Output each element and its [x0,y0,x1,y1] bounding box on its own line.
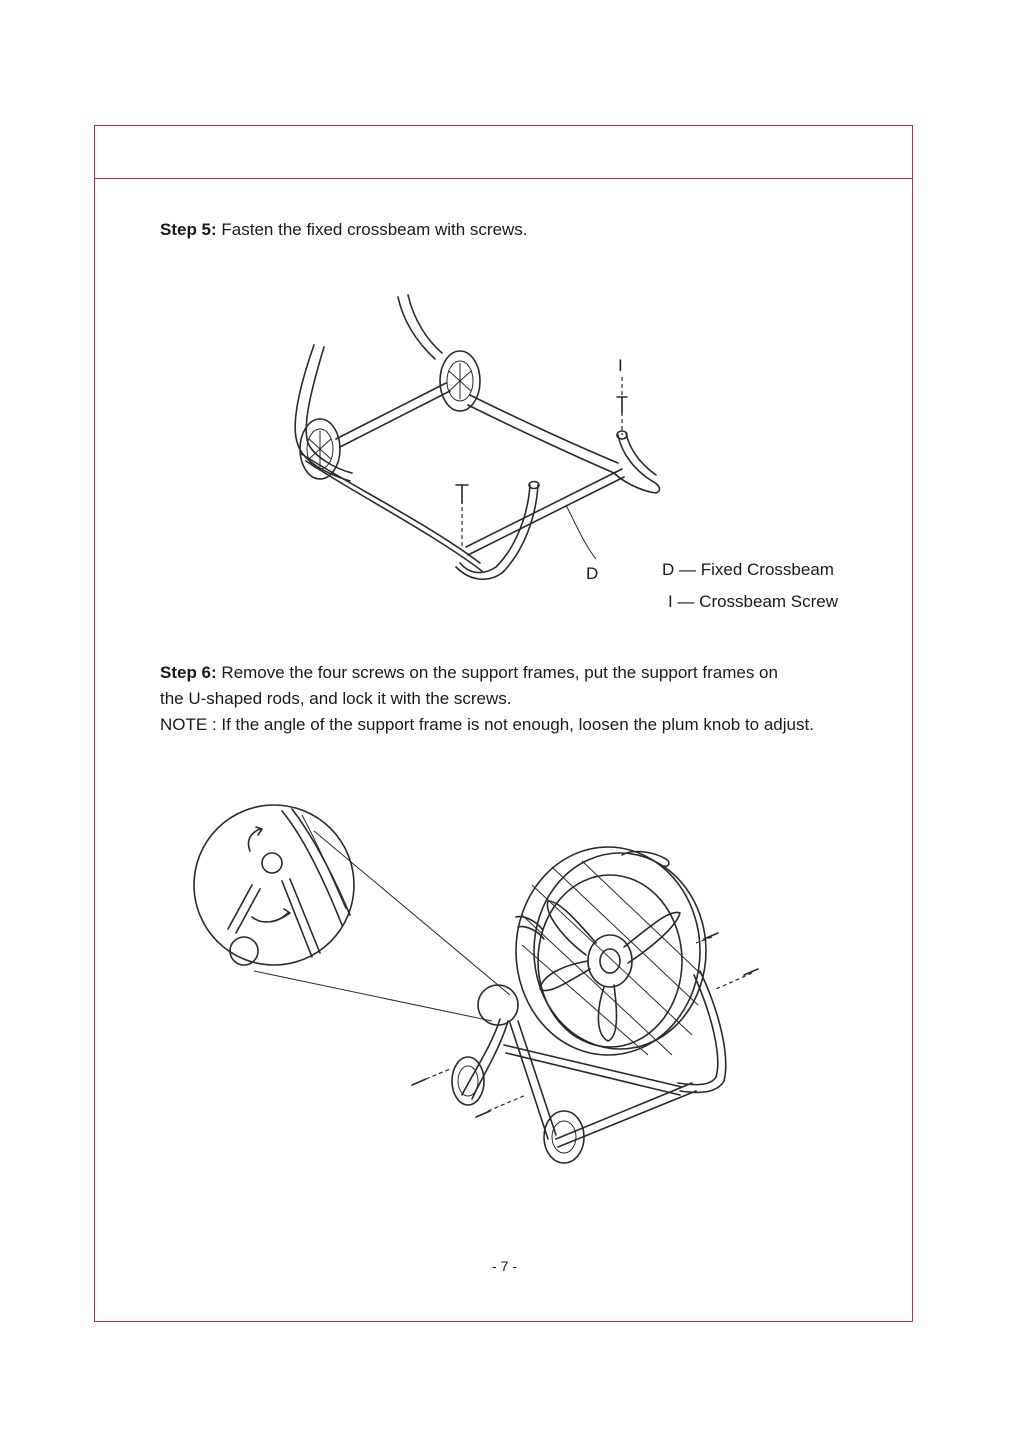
fan-stand [462,971,726,1147]
base-frame-diagram [270,285,690,585]
step5-label: Step 5: [160,220,217,239]
crossbeam-screw-right [617,397,627,413]
legend-crossbeam-screw: I — Crossbeam Screw [668,592,839,611]
callout-d: D [586,564,599,583]
detail-zoom-circle [194,805,354,965]
page-number: - 7 - [492,1258,517,1274]
step6-instruction [160,660,814,738]
step5-instruction [160,217,528,243]
screw-upper-right [704,933,718,939]
crossbeam-screw-left [456,485,468,503]
fan-assembly-diagram [192,805,772,1175]
fan-body [516,847,706,1055]
step5-text: Fasten the fixed crossbeam with screws. [216,220,528,239]
step6-note: NOTE : If the angle of the support frame is not enough, loosen the plum knob to adjust. [160,715,814,734]
callout-i: I [618,356,623,375]
step6-line2: the U-shaped rods, and lock it with the screws. [160,689,512,708]
fixed-crossbeam [466,469,622,547]
legend-fixed-crossbeam: D — Fixed Crossbeam [662,560,834,579]
step6-label: Step 6: [160,663,217,682]
wheel-right [544,1111,584,1163]
screw-bottom [476,1111,490,1117]
header-band [95,126,912,179]
step6-line1: Remove the four screws on the support frames, put the support frames on [216,663,778,682]
wheel-left [452,1057,484,1105]
screw-left [412,1079,426,1085]
